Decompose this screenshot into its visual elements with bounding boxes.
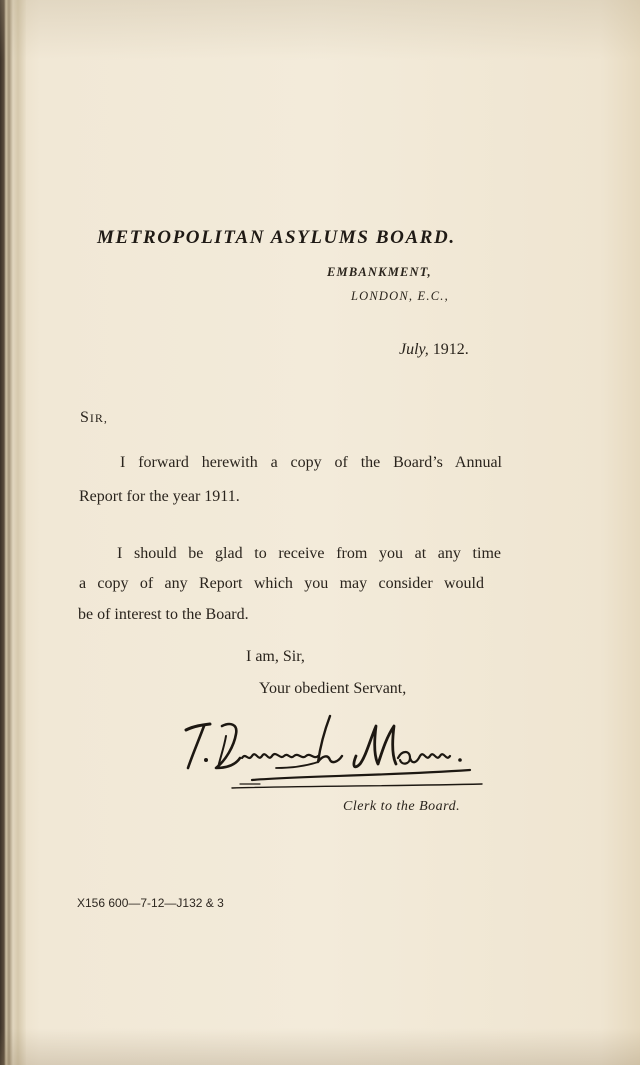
letterhead-title: METROPOLITAN ASYLUMS BOARD.	[97, 227, 456, 248]
salutation	[80, 409, 108, 427]
closing-line-1: I am, Sir,	[246, 648, 305, 665]
handwritten-signature	[180, 712, 500, 794]
address-line-street: EMBANKMENT,	[327, 265, 432, 279]
salutation-initial: S	[80, 409, 90, 426]
paragraph-1-line-1: I forward herewith a copy of the Board’s Annual	[120, 454, 502, 471]
date-month: July,	[399, 341, 429, 358]
binding-edge	[0, 0, 26, 1065]
closing-line-2: Your obedient Servant,	[259, 680, 407, 697]
page-top-shading	[0, 0, 640, 60]
address-line-city: LONDON, E.C.,	[351, 289, 449, 303]
paragraph-2-line-2: a copy of any Report which you may consider would	[79, 575, 484, 592]
letter-date	[399, 341, 469, 359]
signature-graphic	[180, 712, 500, 794]
paragraph-2-line-3: be of interest to the Board.	[78, 606, 249, 623]
paragraph-2-line-1: I should be glad to receive from you at any time	[117, 545, 501, 562]
page-bottom-shading	[0, 1028, 640, 1065]
print-reference-code: X156 600—7-12—J132 & 3	[77, 896, 224, 910]
paragraph-1-line-2: Report for the year 1911.	[79, 488, 240, 505]
salutation-rest: IR,	[89, 411, 108, 425]
date-year: 1912.	[432, 341, 469, 358]
signer-title: Clerk to the Board.	[343, 799, 461, 814]
